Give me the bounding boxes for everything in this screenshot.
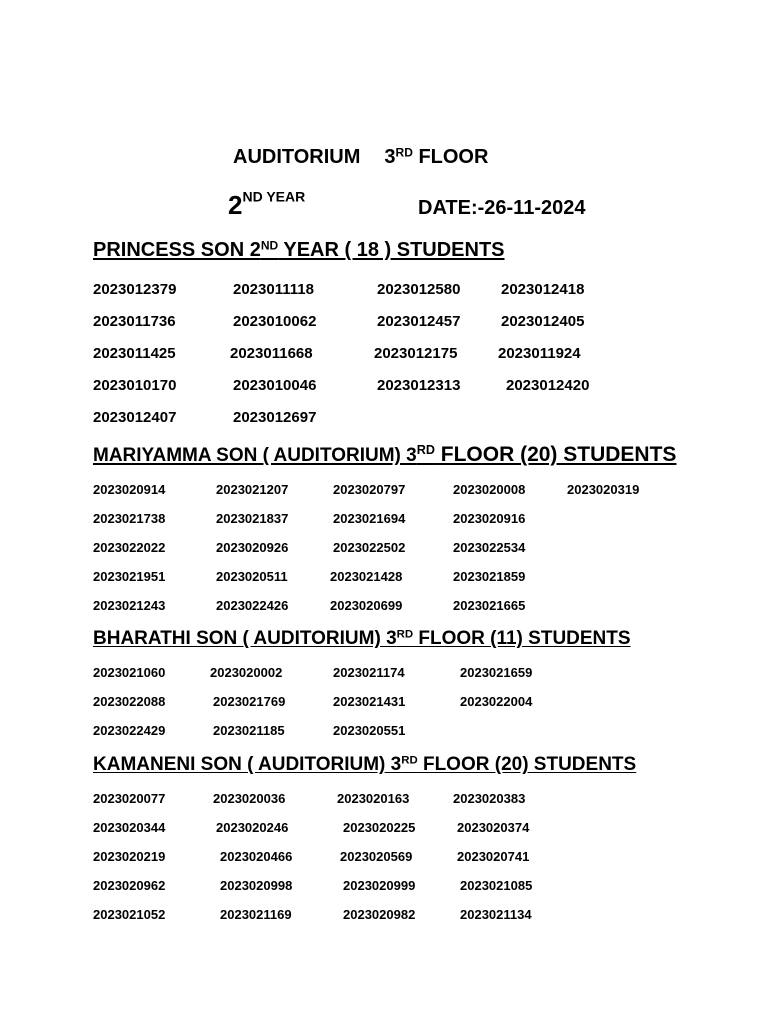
student-id: 2023021769 bbox=[213, 694, 286, 709]
floor-number: 3 bbox=[384, 146, 396, 168]
student-id: 2023020219 bbox=[93, 849, 166, 864]
student-id: 2023020551 bbox=[333, 723, 406, 738]
student-id: 2023010046 bbox=[233, 377, 317, 394]
student-id: 2023021085 bbox=[460, 878, 533, 893]
student-id: 2023020466 bbox=[220, 849, 293, 864]
section-title-text: PRINCESS SON 2 bbox=[93, 239, 261, 261]
section-title-text: FLOOR (11) STUDENTS bbox=[413, 628, 631, 649]
section-heading-princess bbox=[93, 239, 505, 262]
section-title-text: KAMANENI SON ( AUDITORIUM) 3 bbox=[93, 754, 402, 775]
exam-date: DATE:-26-11-2024 bbox=[418, 197, 586, 219]
student-id: 2023021134 bbox=[460, 907, 532, 922]
student-id: 2023021431 bbox=[333, 694, 406, 709]
student-id: 2023012313 bbox=[377, 377, 461, 394]
student-id: 2023012379 bbox=[93, 281, 177, 298]
student-id: 2023020741 bbox=[457, 849, 530, 864]
section-title-sup: RD bbox=[396, 628, 414, 641]
student-id: 2023020008 bbox=[453, 482, 526, 497]
section-title-sup: RD bbox=[401, 754, 418, 767]
floor-word: FLOOR bbox=[418, 146, 489, 168]
student-id: 2023021428 bbox=[330, 569, 403, 584]
student-id: 2023022022 bbox=[93, 540, 166, 555]
student-id: 2023011118 bbox=[233, 281, 314, 298]
student-id: 2023021169 bbox=[220, 907, 292, 922]
student-id: 2023012175 bbox=[374, 345, 458, 362]
student-id: 2023011668 bbox=[230, 345, 313, 362]
student-id: 2023020511 bbox=[216, 569, 288, 584]
student-id: 2023020914 bbox=[93, 482, 166, 497]
student-id: 2023012405 bbox=[501, 313, 585, 330]
section-title-text: FLOOR (20) STUDENTS bbox=[434, 443, 677, 466]
student-id: 2023022534 bbox=[453, 540, 526, 555]
student-id: 2023020962 bbox=[93, 878, 166, 893]
student-id: 2023022429 bbox=[93, 723, 166, 738]
student-id: 2023022502 bbox=[333, 540, 406, 555]
student-id: 2023020225 bbox=[343, 820, 416, 835]
student-id: 2023020344 bbox=[93, 820, 166, 835]
student-id: 2023020999 bbox=[343, 878, 416, 893]
student-id: 2023021060 bbox=[93, 665, 166, 680]
student-id: 2023021174 bbox=[333, 665, 405, 680]
student-id: 2023021052 bbox=[93, 907, 166, 922]
student-id: 2023020163 bbox=[337, 791, 410, 806]
floor-superscript: RD bbox=[395, 145, 413, 160]
student-id: 2023012580 bbox=[377, 281, 461, 298]
student-id: 2023011924 bbox=[498, 345, 581, 362]
section-title-text: FLOOR (20) STUDENTS bbox=[417, 754, 637, 775]
student-id: 2023021659 bbox=[460, 665, 533, 680]
student-id: 2023021665 bbox=[453, 598, 526, 613]
student-id: 2023021207 bbox=[216, 482, 289, 497]
student-id: 2023020383 bbox=[453, 791, 526, 806]
student-id: 2023020319 bbox=[567, 482, 640, 497]
student-id: 2023012407 bbox=[93, 409, 177, 426]
student-id: 2023021185 bbox=[213, 723, 285, 738]
venue-name: AUDITORIUM bbox=[233, 146, 361, 168]
section-heading-kamaneni bbox=[93, 754, 636, 776]
student-id: 2023021738 bbox=[93, 511, 166, 526]
student-id: 2023020916 bbox=[453, 511, 526, 526]
student-id: 2023012418 bbox=[501, 281, 585, 298]
section-heading-bharathi bbox=[93, 628, 631, 650]
student-id: 2023020002 bbox=[210, 665, 283, 680]
student-id: 2023011736 bbox=[93, 313, 176, 330]
venue-title bbox=[233, 146, 488, 169]
student-id: 2023020926 bbox=[216, 540, 289, 555]
student-id: 2023012457 bbox=[377, 313, 461, 330]
student-id: 2023022088 bbox=[93, 694, 166, 709]
student-id: 2023020246 bbox=[216, 820, 289, 835]
student-id: 2023020374 bbox=[457, 820, 530, 835]
student-id: 2023022004 bbox=[460, 694, 533, 709]
student-id: 2023020699 bbox=[330, 598, 403, 613]
student-id: 2023020569 bbox=[340, 849, 413, 864]
student-id: 2023021859 bbox=[453, 569, 526, 584]
section-heading-mariyamma bbox=[93, 443, 676, 467]
year-label bbox=[228, 190, 305, 221]
student-id: 2023010062 bbox=[233, 313, 317, 330]
student-id: 2023010170 bbox=[93, 377, 177, 394]
section-title-sup: ND bbox=[260, 238, 279, 253]
section-title-text: BHARATHI SON ( AUDITORIUM) 3 bbox=[93, 628, 397, 649]
year-number: 2 bbox=[228, 190, 243, 220]
student-id: 2023021243 bbox=[93, 598, 166, 613]
section-title-text: MARIYAMMA SON ( AUDITORIUM) 3 bbox=[93, 445, 417, 466]
year-superscript: ND YEAR bbox=[242, 188, 306, 205]
student-id: 2023020797 bbox=[333, 482, 406, 497]
student-id: 2023012697 bbox=[233, 409, 317, 426]
student-id: 2023022426 bbox=[216, 598, 289, 613]
student-id: 2023020036 bbox=[213, 791, 286, 806]
student-id: 2023021694 bbox=[333, 511, 406, 526]
student-id: 2023020998 bbox=[220, 878, 293, 893]
student-id: 2023020982 bbox=[343, 907, 416, 922]
section-title-sup: RD bbox=[416, 443, 435, 458]
student-id: 2023021837 bbox=[216, 511, 289, 526]
section-title-text: YEAR ( 18 ) STUDENTS bbox=[278, 239, 505, 261]
student-id: 2023012420 bbox=[506, 377, 590, 394]
student-id: 2023021951 bbox=[93, 569, 166, 584]
student-id: 2023011425 bbox=[93, 345, 176, 362]
student-id: 2023020077 bbox=[93, 791, 166, 806]
